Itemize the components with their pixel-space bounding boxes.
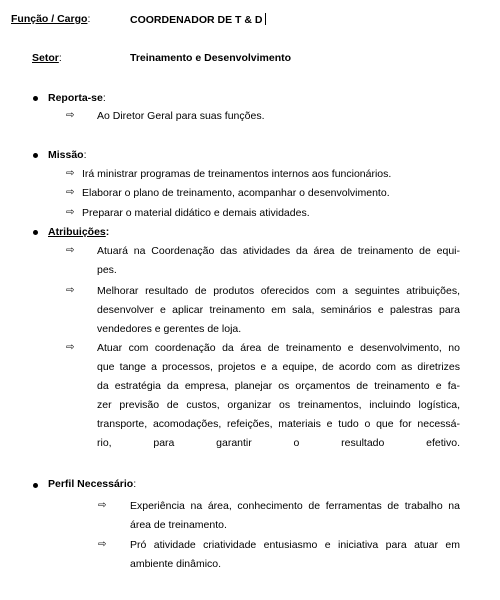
paragraph-line: Atuar com coordenação da área de treinamento e desenvolvimento, no xyxy=(97,342,460,354)
setor-label-text: Setor xyxy=(32,52,59,64)
paragraph-line: desenvolver e aplicar treinamento em sala, seminários e palestras para xyxy=(97,304,460,316)
paragraph-line: que tange a processos, projetos e a equipe, de acordo com as diretrizes xyxy=(97,361,460,373)
section-reporta-colon: : xyxy=(102,92,106,104)
paragraph-line: ambiente dinâmico. xyxy=(130,558,222,570)
atribuicoes-item-1 xyxy=(97,242,460,280)
atribuicoes-item-2 xyxy=(97,282,460,339)
arrow-icon: ⇨ xyxy=(66,245,75,256)
bullet-icon xyxy=(33,96,38,101)
section-atribuicoes-text: Atribuições xyxy=(48,226,106,238)
reporta-item: Ao Diretor Geral para suas funções. xyxy=(97,110,265,122)
bullet-icon xyxy=(33,230,38,235)
arrow-icon: ⇨ xyxy=(98,539,107,550)
section-reporta-text: Reporta-se xyxy=(48,92,103,104)
paragraph-line: Atuará na Coordenação das atividades da área de treinamento de equi- xyxy=(97,245,460,257)
arrow-icon: ⇨ xyxy=(66,285,75,296)
missao-item-1: Irá ministrar programas de treinamentos internos aos funcionários. xyxy=(82,168,392,180)
text-cursor xyxy=(265,13,266,25)
section-title-reporta xyxy=(48,92,106,104)
section-perfil-colon: : xyxy=(133,478,137,490)
bullet-icon xyxy=(33,483,38,488)
setor-value: Treinamento e Desenvolvimento xyxy=(130,52,292,64)
paragraph-line: vendedores e gerentes de loja. xyxy=(97,323,242,335)
section-title-missao xyxy=(48,149,87,161)
paragraph-line: área de treinamento. xyxy=(130,519,227,531)
funcao-label-colon: : xyxy=(87,13,91,25)
perfil-item-2 xyxy=(130,536,460,574)
paragraph-line: transporte, acomodações, refeições, materiais e tudo o que for necessá- xyxy=(97,418,460,430)
paragraph-line: Pró atividade criatividade entusiasmo e iniciativa para atuar em xyxy=(130,539,460,551)
setor-label-colon: : xyxy=(58,52,62,64)
section-title-perfil xyxy=(48,478,136,490)
section-perfil-text: Perfil Necessário xyxy=(48,478,134,490)
section-missao-text: Missão xyxy=(48,149,84,161)
arrow-icon: ⇨ xyxy=(66,168,75,179)
perfil-item-1 xyxy=(130,497,460,535)
arrow-icon: ⇨ xyxy=(66,342,75,353)
paragraph-line: zer previsão de custos, organizar os treinamentos, incluindo logística, xyxy=(97,399,460,411)
atribuicoes-item-3 xyxy=(97,339,460,453)
paragraph-line: da estratégia da empresa, planejar os orçamentos de treinamento e fa- xyxy=(97,380,460,392)
paragraph-line: rio, para garantir o resultado efetivo. xyxy=(97,437,460,449)
funcao-label-text: Função / Cargo xyxy=(11,13,88,25)
missao-item-3: Preparar o material didático e demais atividades. xyxy=(82,207,310,219)
arrow-icon: ⇨ xyxy=(98,500,107,511)
job-title-text: COORDENADOR DE T & D xyxy=(130,14,263,26)
paragraph-line: Experiência na área, conhecimento de ferramentas de trabalho na xyxy=(130,500,460,512)
funcao-label xyxy=(11,13,90,25)
section-missao-colon: : xyxy=(83,149,87,161)
paragraph-line: pes. xyxy=(97,264,117,276)
arrow-icon: ⇨ xyxy=(66,207,75,218)
job-title[interactable] xyxy=(130,13,266,26)
bullet-icon xyxy=(33,153,38,158)
missao-item-2: Elaborar o plano de treinamento, acompanhar o desenvolvimento. xyxy=(82,187,390,199)
paragraph-line: Melhorar resultado de produtos oferecidos com a seguintes atribuições, xyxy=(97,285,460,297)
arrow-icon: ⇨ xyxy=(66,110,75,121)
section-atribuicoes-colon: : xyxy=(105,226,110,238)
section-title-atribuicoes xyxy=(48,226,109,238)
setor-label xyxy=(32,52,62,64)
arrow-icon: ⇨ xyxy=(66,187,75,198)
